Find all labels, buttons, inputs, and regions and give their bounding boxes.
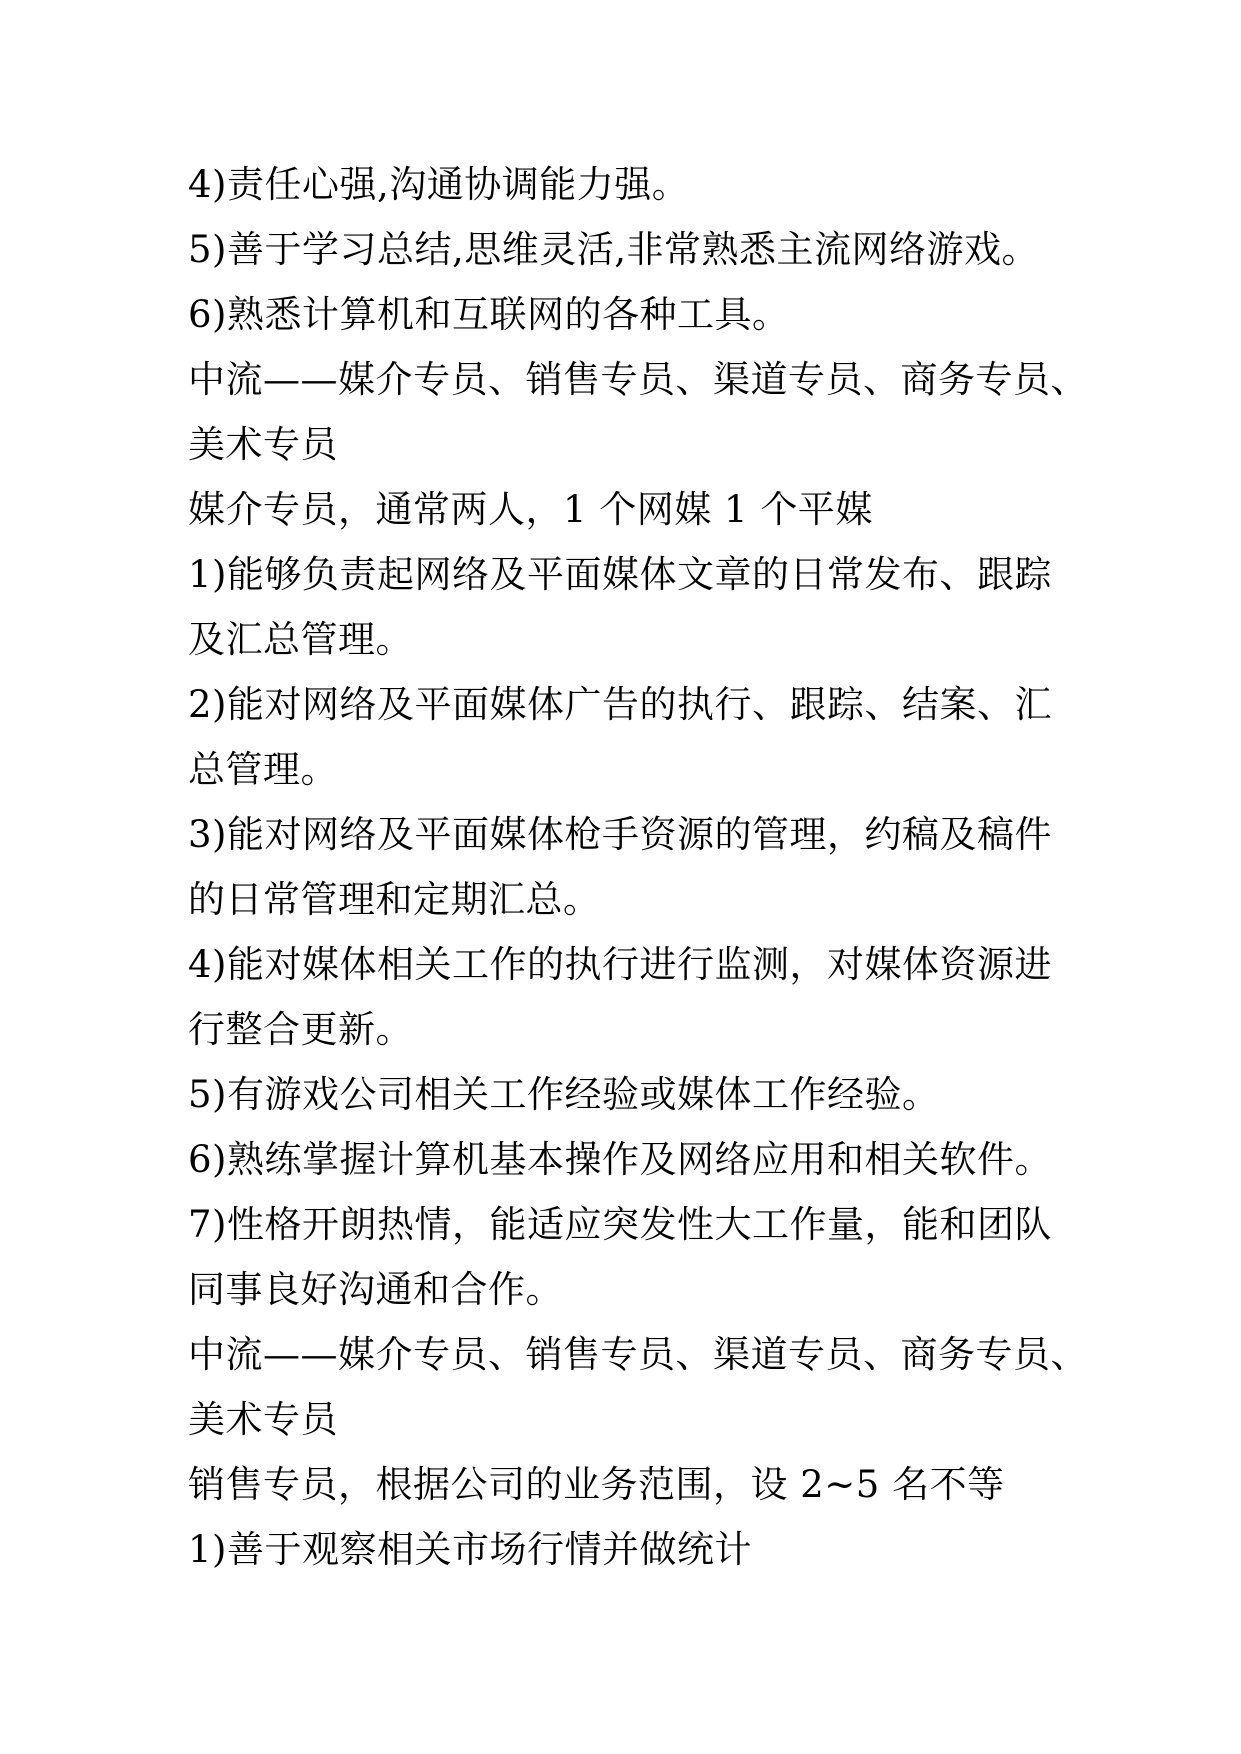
- text-line: 同事良好沟通和合作。: [188, 1268, 563, 1311]
- text-line: 6)熟练掌握计算机基本操作及网络应用和相关软件。: [188, 1138, 1052, 1181]
- text-line: 4)能对媒体相关工作的执行进行监测，对媒体资源进: [188, 943, 1052, 986]
- section-heading: 美术专员: [188, 423, 338, 466]
- text-line: 6)熟悉计算机和互联网的各种工具。: [188, 293, 790, 336]
- role-title: 媒介专员，通常两人，1 个网媒 1 个平媒: [188, 488, 873, 531]
- text-line: 5)善于学习总结,思维灵活,非常熟悉主流网络游戏。: [188, 228, 1039, 271]
- text-line: 5)有游戏公司相关工作经验或媒体工作经验。: [188, 1073, 940, 1116]
- section-heading: 中流——媒介专员、销售专员、渠道专员、商务专员、: [188, 358, 1088, 401]
- text-line: 7)性格开朗热情，能适应突发性大工作量，能和团队: [188, 1203, 1052, 1246]
- text-line: 1)能够负责起网络及平面媒体文章的日常发布、跟踪: [188, 553, 1052, 596]
- text-line: 3)能对网络及平面媒体枪手资源的管理，约稿及稿件: [188, 813, 1052, 856]
- text-line: 4)责任心强,沟通协调能力强。: [188, 163, 690, 206]
- document-body: [188, 152, 1088, 1582]
- text-line: 总管理。: [188, 748, 338, 791]
- text-line: 的日常管理和定期汇总。: [188, 878, 601, 921]
- text-line: 行整合更新。: [188, 1008, 413, 1051]
- role-title: 销售专员，根据公司的业务范围，设 2~5 名不等: [188, 1463, 1005, 1506]
- text-line: 2)能对网络及平面媒体广告的执行、跟踪、结案、汇: [188, 683, 1052, 726]
- text-line: 1)善于观察相关市场行情并做统计: [188, 1528, 752, 1571]
- text-line: 及汇总管理。: [188, 618, 413, 661]
- section-heading: 中流——媒介专员、销售专员、渠道专员、商务专员、: [188, 1333, 1088, 1376]
- section-heading: 美术专员: [188, 1398, 338, 1441]
